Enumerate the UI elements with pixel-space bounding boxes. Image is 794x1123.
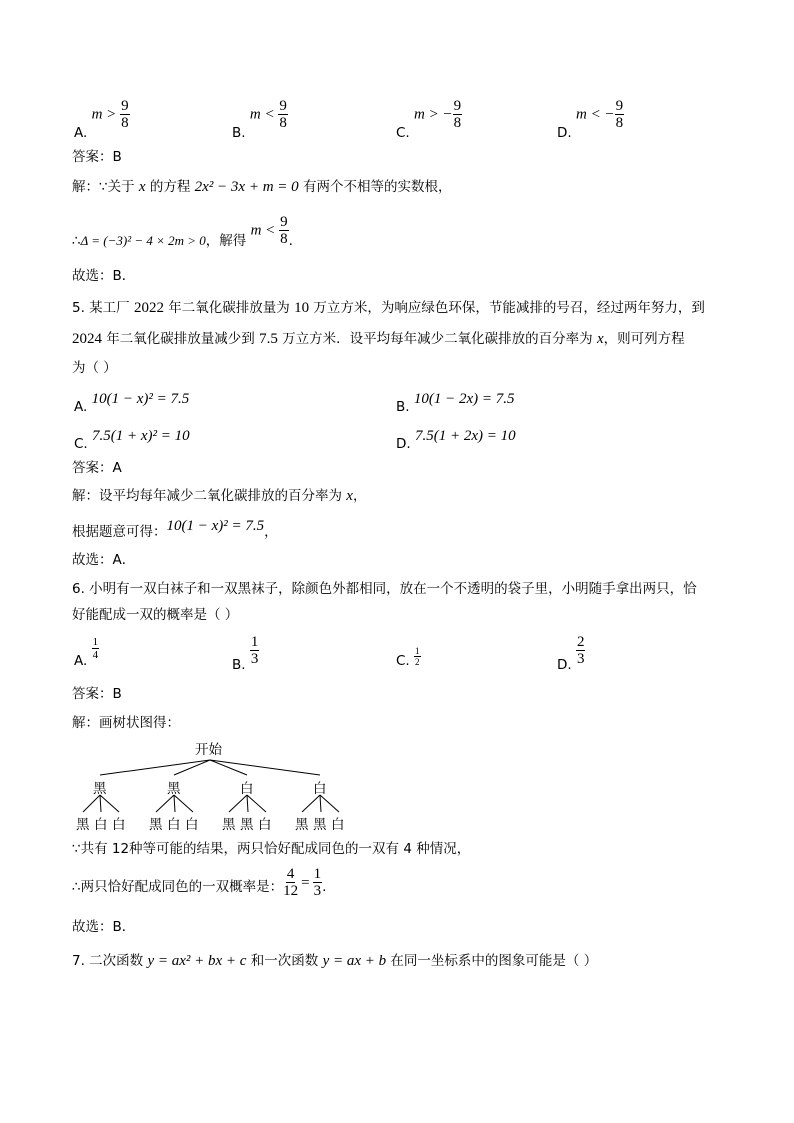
q6-option-d: D. $\frac{2}{3}$ [557,634,585,673]
q6-option-a: A. $\frac{1}{4}$ [74,636,99,669]
q7-stem: 7. 二次函数 y = ax² + bx + c 和一次函数 y = ax + b 在同一坐标系中的图象可能是（ ） [72,953,598,969]
option-lhs: m < [249,106,279,123]
option-fraction: $\frac{9}{8}$ [453,98,462,131]
q5-solution-line2: 根据题意可得：10(1 − x)² = 7.5， [72,518,278,540]
option-letter: C. [396,124,410,141]
q4-solution-line1: 解：∵关于 x 的方程 2x² − 3x + m = 0 有两个不相等的实数根， [72,179,452,195]
tree-leaf: 黑 [149,817,163,833]
q6-conclusion: 故选：B． [72,919,136,935]
q5-option-c: C. 7.5(1 + x)² = 10 [74,428,190,452]
tree-node: 白 [240,781,254,797]
tree-leaf: 白 [167,817,181,833]
tree-leaf: 白 [185,817,199,833]
q6-solution-line2: ∵共有 12种等可能的结果，两只恰好配成同色的一双有 4 种情况， [72,841,471,857]
tree-leaf: 黑 [313,817,327,833]
quadratic-equation: 2x² − 3x + m = 0 [194,179,299,195]
q4-conclusion: 故选：B． [72,268,136,284]
linear-function: y = ax + b [322,953,387,969]
tree-leaf: 白 [94,817,108,833]
option-letter: B. [232,124,246,141]
q5-solution-line1: 解：设平均每年减少二氧化碳排放的百分率为 x， [72,488,367,504]
tree-node: 黑 [167,781,181,797]
probability-result: $\frac{1}{3}$ [313,866,322,899]
probability-fraction: $\frac{4}{12}$ [283,866,299,899]
q5-stem-line2: 2024 年二氧化碳排放量减少到 7.5 万立方米．设平均每年减少二氧化碳排放的百分率为 x，则可列方程 [72,331,685,347]
option-fraction: $\frac{9}{8}$ [121,98,129,131]
tree-root: 开始 [195,742,222,758]
q4-answer: 答案：B [72,149,122,165]
tree-leaf: 白 [331,817,345,833]
quadratic-function: y = ax² + bx + c [147,953,247,969]
solution-fraction: $\frac{9}{8}$ [280,214,288,247]
q5-conclusion: 故选：A． [72,552,136,568]
option-lhs: m < − [575,106,615,123]
option-letter: D. [557,124,572,141]
q5-option-b: B. 10(1 − 2x) = 7.5 [396,391,515,415]
option-letter: A. [74,124,88,141]
q6-stem-line2: 好能配成一双的概率是（ ） [72,607,239,623]
q6-answer: 答案：B [72,686,122,702]
q5-option-d: D. 7.5(1 + 2x) = 10 [396,428,516,452]
tree-leaf: 白 [258,817,272,833]
discriminant-expression: Δ = (−3)² − 4 × 2m > 0 [80,232,206,248]
q6-solution-line3: ∴两只恰好配成同色的一双概率是： $\frac{4}{12}$ = $\frac{1}{3}$ . [72,866,327,899]
q5-stem-line3: 为（ ） [72,360,117,376]
tree-node: 黑 [93,781,107,797]
option-fraction: $\frac{9}{8}$ [279,98,287,131]
tree-leaf: 黑 [222,817,236,833]
q6-option-c: C. $\frac{1}{2}$ [396,646,420,669]
option-fraction: $\frac{9}{8}$ [615,98,624,131]
q5-stem-line1: 5. 某工厂 2022 年二氧化碳排放量为 10 万立方米，为响应绿色环保，节能减排的号召，经过两年努力，到 [72,300,705,316]
q5-option-a: A. 10(1 − x)² = 7.5 [74,391,190,415]
tree-leaf: 白 [112,817,126,833]
q6-option-b: B. $\frac{1}{3}$ [232,634,259,673]
q4-solution-line2: ∴Δ = (−3)² − 4 × 2m > 0，解得 m < $\frac{9}{8}$ . [72,214,293,249]
q6-solution-line1: 解：画树状图得： [72,715,180,731]
q6-stem-line1: 6. 小明有一双白袜子和一双黑袜子，除颜色外都相同，放在一个不透明的袋子里，小明随手拿出两只，恰 [72,581,697,597]
option-lhs: m > [91,106,121,123]
tree-leaf: 黑 [240,817,254,833]
tree-leaf: 黑 [295,817,309,833]
option-lhs: m > − [414,106,453,123]
tree-node: 白 [313,781,327,797]
tree-leaf: 黑 [76,817,90,833]
q5-answer: 答案：A [72,460,122,476]
